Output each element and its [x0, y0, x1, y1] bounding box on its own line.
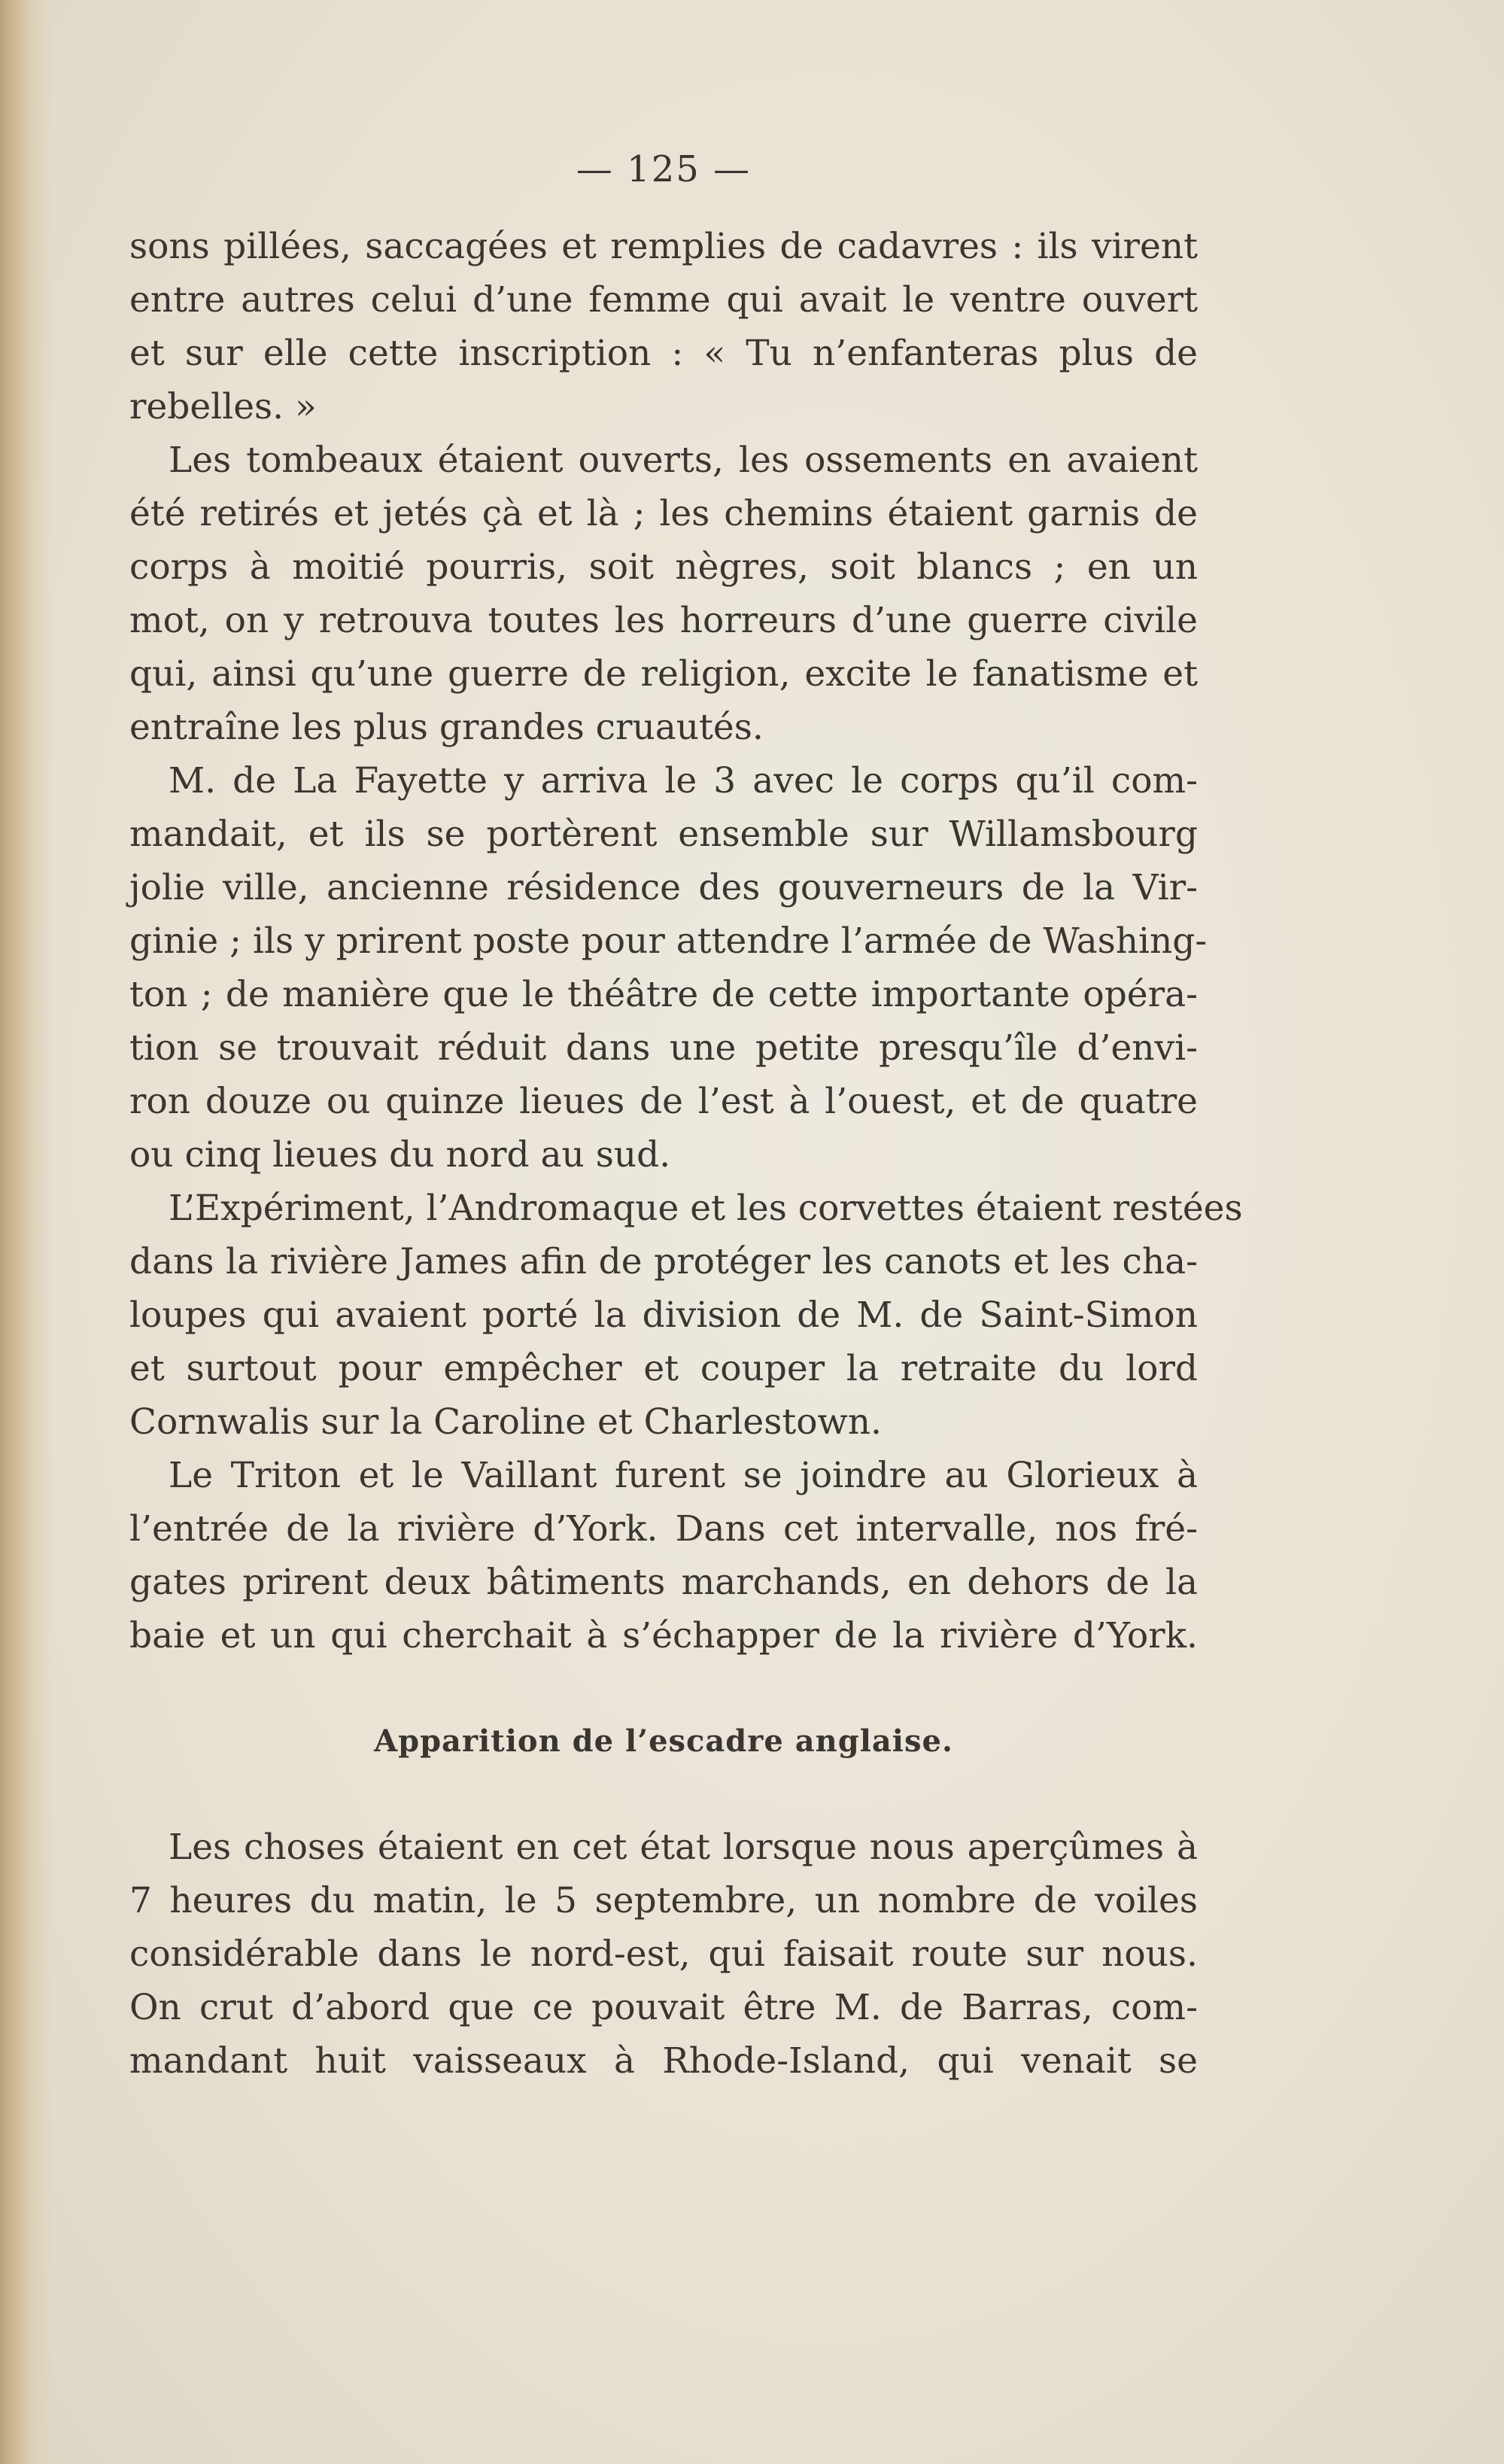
text-line: ron douze ou quinze lieues de l’est à l’ouest, et de quatre: [129, 1081, 1198, 1122]
paragraph: [129, 1449, 1198, 1662]
text-line: ginie ; ils y prirent poste pour attendre l’armée de Washing-: [129, 920, 1208, 962]
text-line: mandait, et ils se portèrent ensemble sur Willamsbourg: [129, 814, 1198, 855]
text-line: entraîne les plus grandes cruautés.: [129, 707, 764, 748]
text-line: Cornwalis sur la Caroline et Charlestown.: [129, 1401, 882, 1443]
text-line: mandant huit vaisseaux à Rhode-Island, qui venait se: [129, 2040, 1198, 2082]
text-line: ou cinq lieues du nord au sud.: [129, 1134, 671, 1176]
text-line: jolie ville, ancienne résidence des gouverneurs de la Vir-: [129, 867, 1198, 908]
text-line: et sur elle cette inscription : « Tu n’enfanteras plus de: [129, 333, 1198, 374]
text-line: loupes qui avaient porté la division de M. de Saint-Simon: [129, 1294, 1198, 1336]
page-number-header: — 125 —: [576, 148, 752, 190]
text-line: Le Triton et le Vaillant furent se joindre au Glorieux à: [169, 1455, 1198, 1496]
text-line: M. de La Fayette y arriva le 3 avec le corps qu’il com-: [169, 760, 1198, 802]
binding-edge: [0, 0, 53, 2464]
text-line: rebelles. »: [129, 386, 317, 427]
text-line: tion se trouvait réduit dans une petite presqu’île d’envi-: [129, 1027, 1198, 1069]
text-line: Les tombeaux étaient ouverts, les ossements en avaient: [169, 440, 1198, 481]
text-line: mot, on y retrouva toutes les horreurs d’une guerre civile: [129, 600, 1198, 641]
page-text: [129, 143, 1243, 2088]
text-line: dans la rivière James afin de protéger les canots et les cha-: [129, 1241, 1198, 1282]
text-line: qui, ainsi qu’une guerre de religion, excite le fanatisme et: [129, 653, 1198, 695]
text-line: considérable dans le nord-est, qui faisait route sur nous.: [129, 1933, 1198, 1975]
section-heading: Apparition de l’escadre anglaise.: [374, 1723, 953, 1759]
text-line: L’Expériment, l’Andromaque et les corvettes étaient restées: [169, 1188, 1243, 1229]
paragraph: [129, 1182, 1243, 1449]
text-line: et surtout pour empêcher et couper la retraite du lord: [129, 1348, 1198, 1389]
text-line: corps à moitié pourris, soit nègres, soit blancs ; en un: [129, 546, 1198, 588]
text-line: baie et un qui cherchait à s’échapper de la rivière d’York.: [129, 1615, 1198, 1656]
paragraph: [129, 220, 1198, 433]
paragraph: [129, 754, 1208, 1182]
text-line: gates prirent deux bâtiments marchands, en dehors de la: [129, 1562, 1198, 1603]
text-line: ton ; de manière que le théâtre de cette importante opéra-: [129, 974, 1198, 1015]
text-line: été retirés et jetés çà et là ; les chemins étaient garnis de: [129, 493, 1198, 534]
text-line: 7 heures du matin, le 5 septembre, un nombre de voiles: [129, 1880, 1198, 1921]
text-line: l’entrée de la rivière d’York. Dans cet intervalle, nos fré-: [129, 1508, 1198, 1550]
paragraph: [129, 433, 1198, 754]
text-line: sons pillées, saccagées et remplies de cadavres : ils virent: [129, 226, 1198, 267]
paragraph: [129, 1821, 1198, 2088]
text-line: Les choses étaient en cet état lorsque nous aperçûmes à: [169, 1827, 1198, 1868]
text-line: entre autres celui d’une femme qui avait le ventre ouvert: [129, 279, 1198, 321]
text-line: On crut d’abord que ce pouvait être M. de Barras, com-: [129, 1987, 1198, 2028]
